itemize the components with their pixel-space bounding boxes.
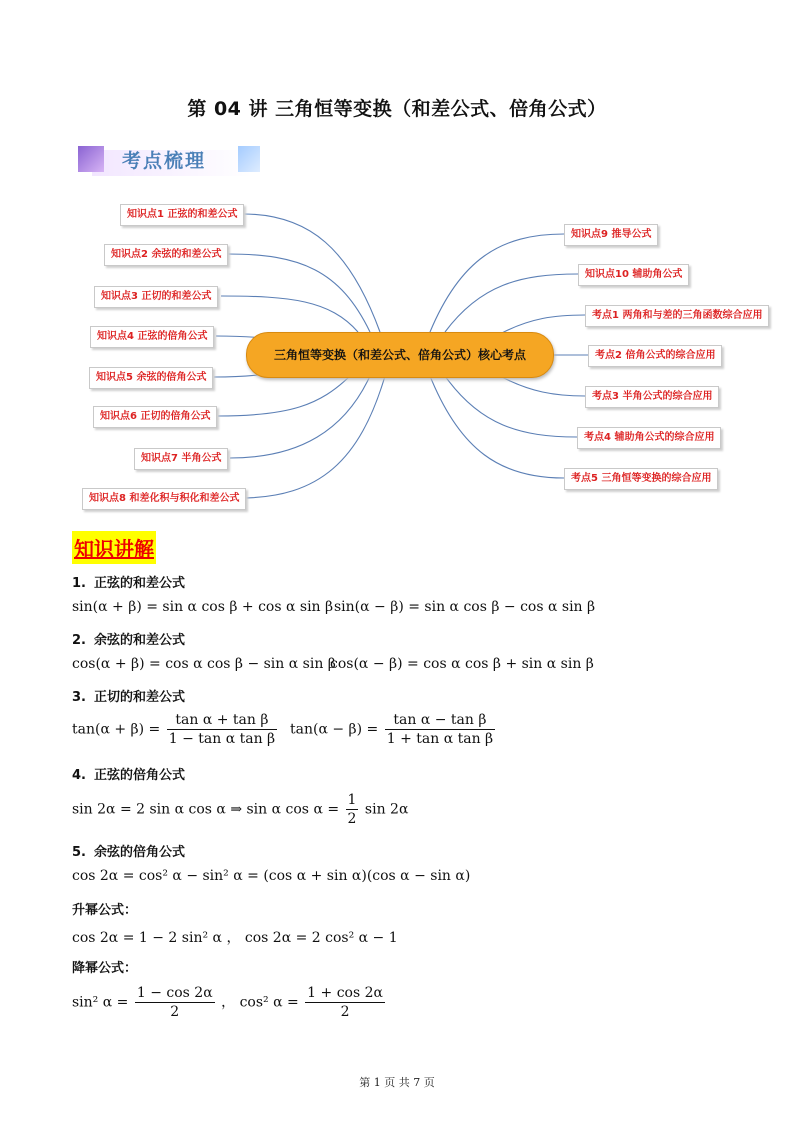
mindmap-node-left-2: 知识点2 余弦的和差公式: [104, 244, 228, 266]
tan-add-lhs: tan(α + β) =: [72, 721, 161, 738]
formula-cos-double: cos 2α = cos² α − sin² α = (cos α + sin α)(cos α − sin α): [72, 868, 471, 884]
lower-power-label: 降幂公式：: [72, 961, 138, 976]
mindmap-node-right-3: 考点1 两角和与差的三角函数综合应用: [585, 305, 769, 327]
connector-left-2: [228, 254, 370, 332]
sin-double-numerator: 1: [347, 792, 357, 808]
formula-cos-sub: cos(α − β) = cos α cos β + sin α sin β: [330, 656, 594, 672]
mindmap-node-left-3: 知识点3 正切的和差公式: [94, 286, 218, 308]
subsection-number: 5.: [72, 845, 86, 860]
formula-sin-add: sin(α + β) = sin α cos β + cos α sin β: [72, 599, 334, 615]
mindmap-node-left-1: 知识点1 正弦的和差公式: [120, 204, 244, 226]
sin-double-denominator: 2: [347, 811, 357, 827]
formula-tan-sub: [290, 711, 497, 748]
banner-text: 考点梳理: [122, 150, 207, 172]
mindmap-node-left-6: 知识点6 正切的倍角公式: [93, 406, 217, 428]
mindmap-node-right-2: 知识点10 辅助角公式: [578, 264, 689, 286]
subsection-4-heading: [72, 764, 185, 783]
mindmap-node-right-4: 考点2 倍角公式的综合应用: [588, 345, 722, 367]
subsection-3-heading: [72, 686, 185, 705]
subsection-number: 1.: [72, 576, 86, 591]
section-banner: [78, 142, 260, 176]
subsection-label: 正切的和差公式: [93, 690, 185, 705]
subsection-number: 2.: [72, 633, 86, 648]
tan-sub-numerator: tan α − tan β: [385, 711, 495, 730]
subsection-number: 3.: [72, 690, 86, 705]
tan-sub-fraction: [385, 711, 495, 748]
section-heading: 知识讲解: [72, 531, 156, 564]
page-footer: 第 1 页 共 7 页: [359, 1076, 435, 1089]
lower-cos-lhs: cos² α =: [239, 994, 299, 1011]
subsection-5-heading: [72, 841, 185, 860]
mindmap-center-node: 三角恒等变换（和差公式、倍角公式）核心考点: [246, 332, 554, 378]
lower-sin-numerator: 1 − cos 2α: [136, 985, 213, 1001]
subsection-label: 正弦的和差公式: [93, 576, 185, 591]
formula-sin-double: [72, 791, 408, 828]
connector-left-6: [218, 376, 350, 416]
banner-accent-right: [238, 146, 260, 172]
mindmap-node-right-5: 考点3 半角公式的综合应用: [585, 386, 719, 408]
lower-sin-lhs: sin² α =: [72, 994, 129, 1011]
sin-double-fraction: [346, 791, 359, 828]
connector-right-7: [430, 376, 564, 478]
tan-sub-denominator: 1 + tan α tan β: [386, 731, 494, 747]
formula-sin-sub: sin(α − β) = sin α cos β − cos α sin β: [334, 599, 596, 615]
connector-right-5: [500, 376, 585, 396]
connector-left-3: [221, 296, 358, 332]
tan-add-numerator: tan α + tan β: [167, 711, 277, 730]
mindmap-node-right-1: 知识点9 推导公式: [564, 224, 658, 246]
mindmap-node-left-7: 知识点7 半角公式: [134, 448, 228, 470]
raise-power-label: 升幂公式：: [72, 903, 138, 918]
formula-tan-add: [72, 711, 279, 748]
connector-right-2: [445, 274, 578, 332]
tan-sub-lhs: tan(α − β) =: [290, 721, 379, 738]
lower-separator: ，: [221, 994, 236, 1011]
mindmap-node-left-4: 知识点4 正弦的倍角公式: [90, 326, 214, 348]
sin-double-rhs: sin 2α: [364, 801, 409, 818]
lower-cos-numerator: 1 + cos 2α: [307, 985, 383, 1001]
connector-left-7: [230, 376, 370, 458]
mindmap-node-right-7: 考点5 三角恒等变换的综合应用: [564, 468, 718, 490]
subsection-2-heading: [72, 629, 185, 648]
connector-right-6: [445, 376, 577, 437]
lower-cos-denominator: 2: [340, 1004, 350, 1020]
sin-double-lhs: sin 2α = 2 sin α cos α ⇒ sin α cos α =: [72, 801, 340, 818]
mindmap-node-right-6: 考点4 辅助角公式的综合应用: [577, 427, 721, 449]
lower-cos-fraction: [305, 984, 385, 1021]
subsection-label: 正弦的倍角公式: [93, 768, 185, 783]
mindmap-node-left-8: 知识点8 和差化积与积化和差公式: [82, 488, 246, 510]
subsection-1-heading: [72, 572, 185, 591]
subsection-label: 余弦的倍角公式: [93, 845, 185, 860]
lower-sin-fraction: [135, 984, 215, 1021]
lower-sin-denominator: 2: [170, 1004, 180, 1020]
tan-add-denominator: 1 − tan α tan β: [168, 731, 276, 747]
tan-add-fraction: [167, 711, 277, 748]
connector-left-8: [240, 376, 385, 498]
connector-right-1: [430, 234, 564, 332]
subsection-label: 余弦的和差公式: [93, 633, 185, 648]
formula-cos-add: cos(α + β) = cos α cos β − sin α sin β: [72, 656, 336, 672]
banner-accent-left: [78, 146, 104, 172]
formula-lower-power: [72, 984, 387, 1021]
page-title: 第 04 讲 三角恒等变换（和差公式、倍角公式）: [187, 98, 607, 120]
formula-raise-power: cos 2α = 1 − 2 sin² α ， cos 2α = 2 cos² α − 1: [72, 930, 398, 946]
subsection-number: 4.: [72, 768, 86, 783]
mindmap-node-left-5: 知识点5 余弦的倍角公式: [89, 367, 213, 389]
connector-left-1: [243, 214, 380, 332]
